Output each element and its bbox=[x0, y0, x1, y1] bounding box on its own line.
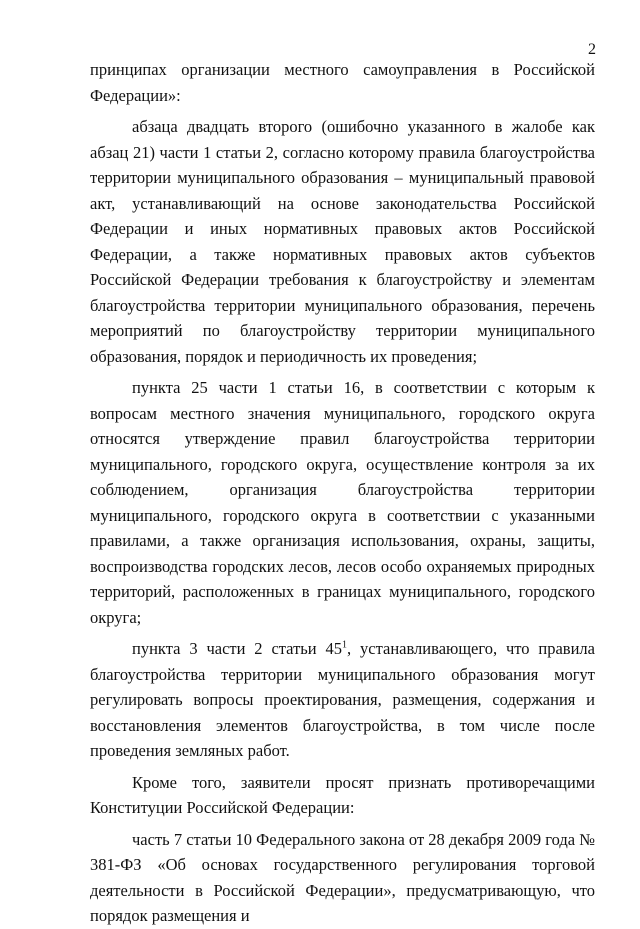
paragraph-text-end: , устанавливающего, что правила благоустройства территории муниципального образования могут регулировать вопросы проектирования, размещения, содержания и восстановления элементов благоустройства, в том числе после проведения земляных работ. bbox=[90, 639, 595, 760]
paragraph-text-start: пункта 3 части 2 статьи 45 bbox=[132, 639, 343, 658]
paragraph-item-abzac-22: абзаца двадцать второго (ошибочно указанного в жалобе как абзац 21) части 1 статьи 2, согласно которому правила благоустройства территории муниципального образования – муниципальный правовой акт, устанавливающий на основе законодательства Российской Федерации и иных нормативных правовых актов Российской Федерации, а также нормативных правовых актов субъектов Российской Федерации требования к благоустройству и элементам благоустройства территории муниципального образования, перечень мероприятий по благоустройству территории муниципального образования, порядок и периодичность их проведения; bbox=[90, 117, 595, 366]
paragraph-continuation: принципах организации местного самоуправления в Российской Федерации»: bbox=[90, 60, 595, 105]
paragraph-item-chast-7: часть 7 статьи 10 Федерального закона от 28 декабря 2009 года № 381-ФЗ «Об основах государственного регулирования торговой деятельности в Российской Федерации», предусматривающую, что порядок размещения и bbox=[90, 829, 595, 925]
paragraph-item-punkt-25: пункта 25 части 1 статьи 16, в соответствии с которым к вопросам местного значения муниципального, городского округа относятся утверждение правил благоустройства территории муниципального, городского округа, осуществление контроля за их соблюдением, организация благоустройства территории муниципального, городского округа в соответствии с указанными правилами, а также организация использования, охраны, защиты, воспроизводства городских лесов, лесов особо охраняемых природных территорий, расположенных в границах муниципального, городского округа; bbox=[90, 378, 595, 627]
paragraph-request: Кроме того, заявители просят признать противоречащими Конституции Российской Федерации: bbox=[90, 772, 595, 817]
document-body bbox=[90, 57, 595, 929]
page-number: 2 bbox=[588, 41, 596, 58]
paragraph-item-punkt-3 bbox=[90, 636, 595, 764]
superscript: 1 bbox=[342, 639, 348, 651]
